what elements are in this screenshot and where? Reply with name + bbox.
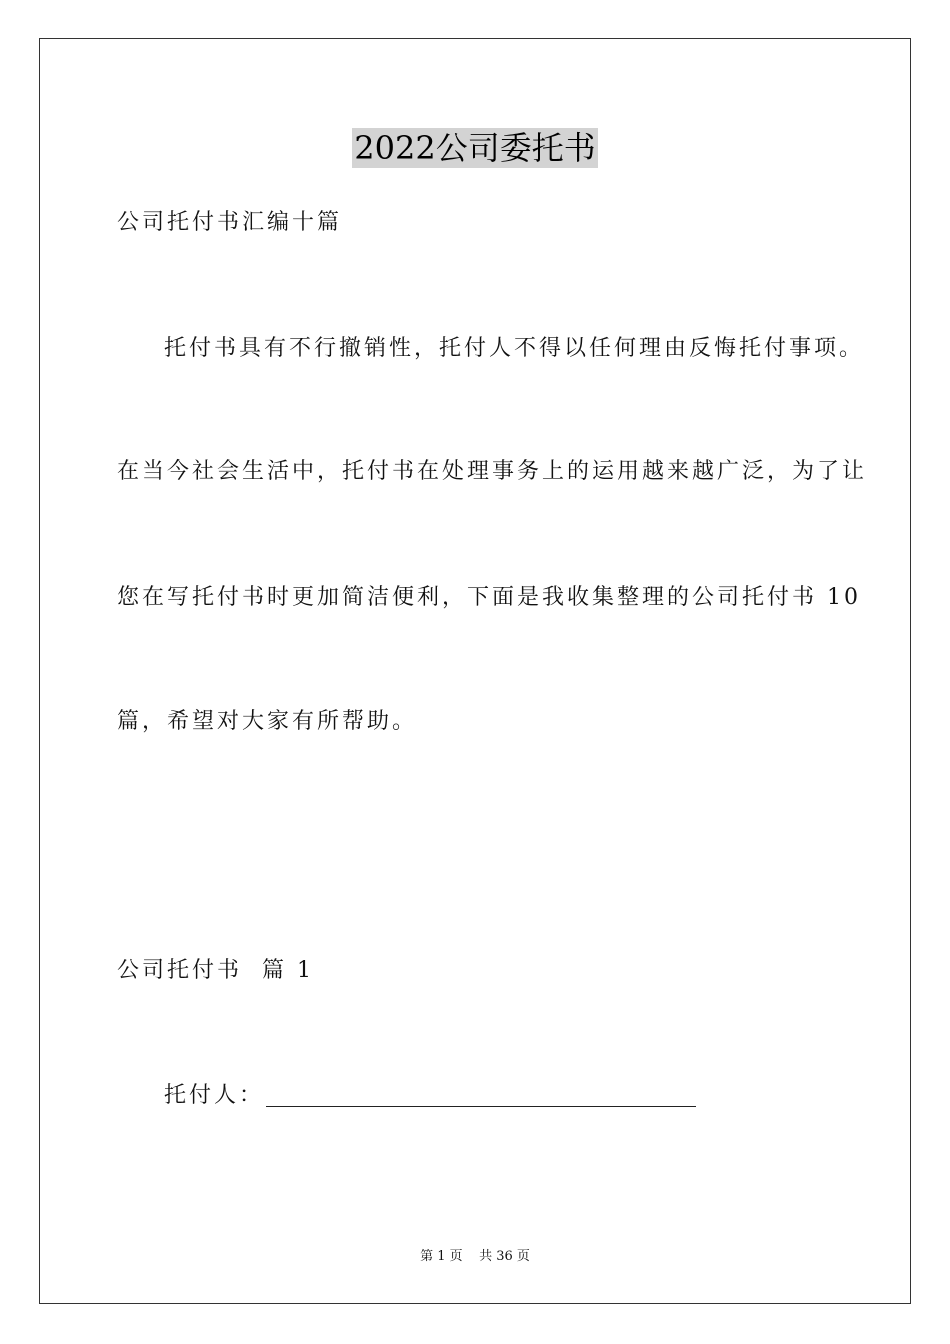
signer-field-row (164, 1081, 696, 1111)
document-title: 2022公司委托书 (354, 129, 596, 167)
signer-blank-line[interactable] (266, 1106, 696, 1107)
signer-label: 托付人： (164, 1083, 265, 1108)
paragraph-line-2: 在当今社会生活中，托付书在处理事务上的运用越来越广泛，为了让 (117, 459, 868, 484)
paragraph-line-4: 篇，希望对大家有所帮助。 (117, 709, 418, 734)
page-footer: 第 1 页 共 36 页 (420, 1249, 530, 1264)
document-subtitle: 公司托付书汇编十篇 (117, 210, 343, 235)
paragraph-line-1: 托付书具有不行撤销性，托付人不得以任何理由反悔托付事项。 (164, 336, 865, 361)
paragraph-line-3: 您在写托付书时更加简洁便利，下面是我收集整理的公司托付书 10 (117, 585, 861, 610)
section-heading: 公司托付书 篇 1 (117, 958, 314, 983)
title-container (0, 128, 950, 168)
